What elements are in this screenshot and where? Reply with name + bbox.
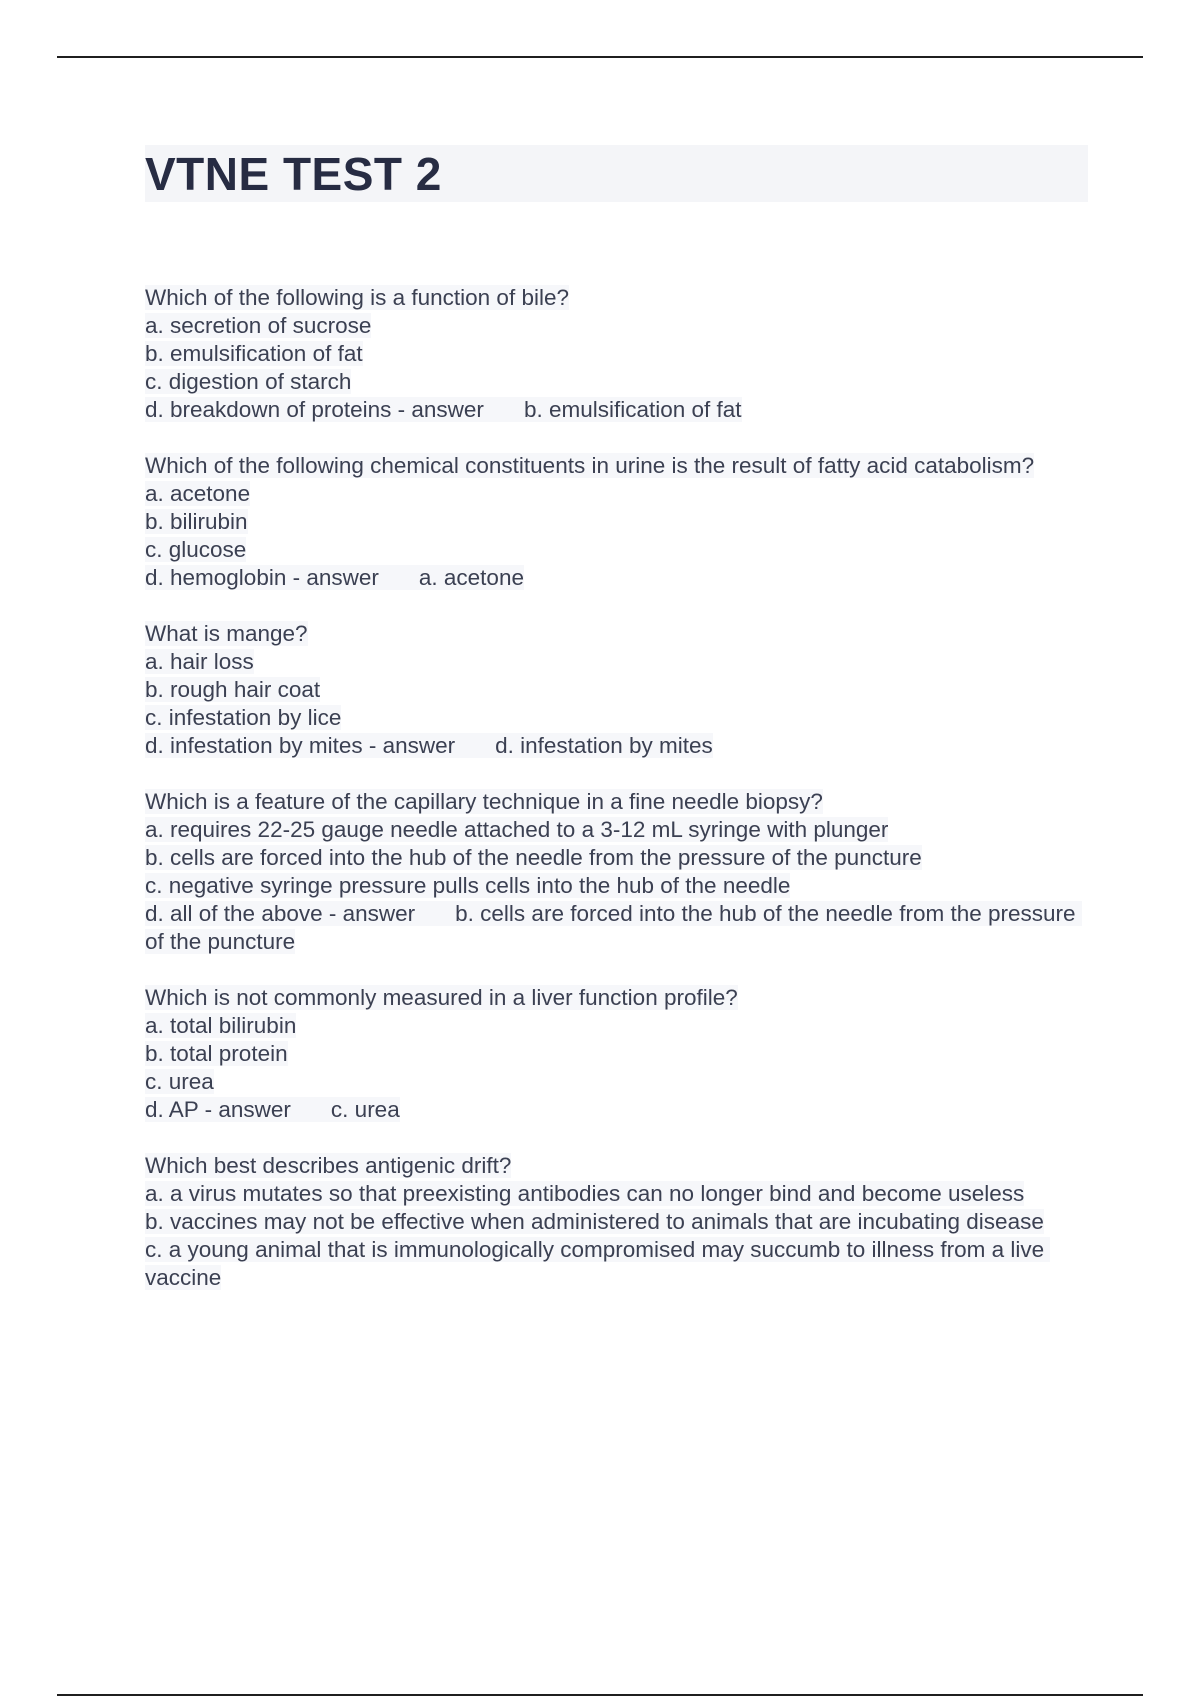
option-a: a. requires 22-25 gauge needle attached to a 3-12 mL syringe with plunger (145, 817, 889, 842)
question-1 (145, 284, 1085, 424)
option-a: a. hair loss (145, 649, 254, 674)
question-5 (145, 984, 1085, 1124)
option-c: c. infestation by lice (145, 705, 342, 730)
question-2 (145, 452, 1085, 592)
question-prompt: Which is not commonly measured in a liver function profile? (145, 985, 738, 1010)
option-d: d. all of the above - answer (145, 901, 455, 926)
question-prompt: Which of the following is a function of bile? (145, 285, 569, 310)
question-prompt: Which of the following chemical constituents in urine is the result of fatty acid catabolism? (145, 453, 1035, 478)
option-b: b. cells are forced into the hub of the needle from the pressure of the puncture (145, 845, 922, 870)
option-d: d. AP - answer (145, 1097, 331, 1122)
option-d: d. infestation by mites - answer (145, 733, 495, 758)
answer-text: d. infestation by mites (495, 733, 713, 758)
option-b: b. total protein (145, 1041, 288, 1066)
option-c: c. digestion of starch (145, 369, 352, 394)
option-d: d. breakdown of proteins - answer (145, 397, 524, 422)
option-d-with-answer (145, 1096, 1085, 1124)
question-6 (145, 1152, 1085, 1292)
option-c: c. negative syringe pressure pulls cells into the hub of the needle (145, 873, 791, 898)
option-b: b. rough hair coat (145, 677, 321, 702)
question-prompt: Which best describes antigenic drift? (145, 1153, 512, 1178)
option-d-with-answer (145, 396, 1085, 424)
question-3 (145, 620, 1085, 760)
option-a: a. acetone (145, 481, 251, 506)
answer-text: c. urea (330, 1097, 400, 1122)
answer-text: b. emulsification of fat (523, 397, 742, 422)
answer-text: a. acetone (418, 565, 524, 590)
page-title: VTNE TEST 2 (145, 148, 442, 200)
option-d: d. hemoglobin - answer (145, 565, 419, 590)
question-list (145, 284, 1085, 1320)
option-a: a. a virus mutates so that preexisting antibodies can no longer bind and become useless (145, 1181, 1025, 1206)
option-c: c. glucose (145, 537, 247, 562)
question-prompt: Which is a feature of the capillary technique in a fine needle biopsy? (145, 789, 823, 814)
answer-text: b. cells are forced into the hub of the needle from the pressure of the puncture (145, 901, 1082, 954)
option-b: b. emulsification of fat (145, 341, 363, 366)
option-a: a. total bilirubin (145, 1013, 297, 1038)
option-d-with-answer (145, 732, 1085, 760)
option-b: b. vaccines may not be effective when administered to animals that are incubating disease (145, 1209, 1044, 1234)
option-d-with-answer (145, 564, 1085, 592)
option-c: c. urea (145, 1069, 214, 1094)
option-a: a. secretion of sucrose (145, 313, 372, 338)
question-4 (145, 788, 1085, 956)
option-c: c. a young animal that is immunologically compromised may succumb to illness from a live vaccine (145, 1237, 1051, 1290)
bottom-rule (57, 1694, 1143, 1696)
option-d-with-answer (145, 900, 1085, 956)
question-prompt: What is mange? (145, 621, 308, 646)
option-b: b. bilirubin (145, 509, 248, 534)
top-rule (57, 56, 1143, 58)
